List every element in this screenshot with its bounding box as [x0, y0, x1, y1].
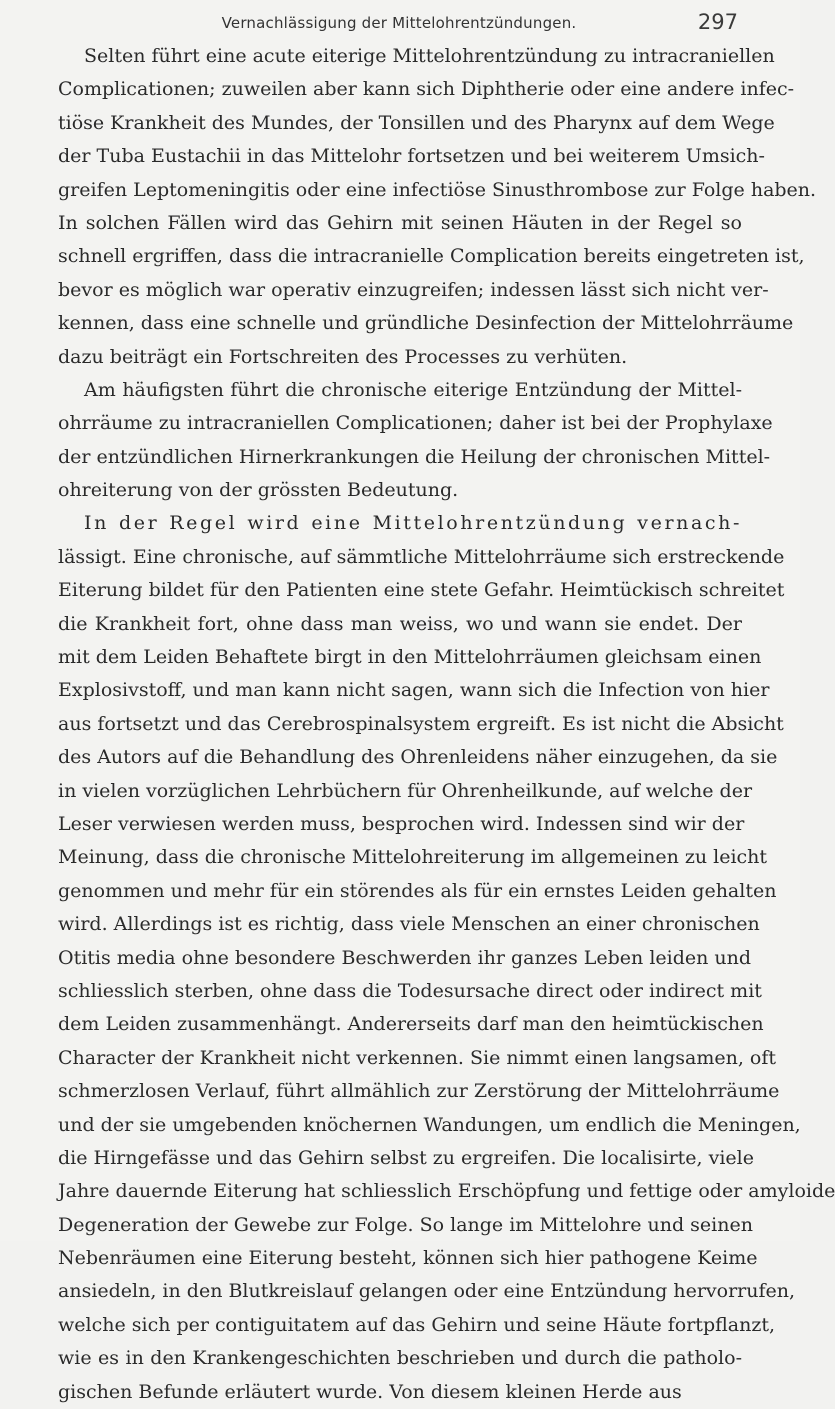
- text-line: dem Leiden zusammenhängt. Andererseits darf man den heimtückischen: [58, 1013, 764, 1036]
- text-line: die Hirngefässe und das Gehirn selbst zu ergreifen. Die localisirte, viele: [58, 1146, 754, 1169]
- text-line: Leser verwiesen werden muss, besprochen wird. Indessen sind wir der: [58, 812, 745, 835]
- text-line: schnell ergriffen, dass die intracranielle Complication bereits eingetreten ist,: [58, 245, 805, 268]
- text-line: Complicationen; zuweilen aber kann sich Diphtherie oder eine andere infec-: [58, 78, 795, 101]
- text-line: ohrräume zu intracraniellen Complicationen; daher ist bei der Prophylaxe: [58, 412, 773, 435]
- text-line: in vielen vorzüglichen Lehrbüchern für Ohrenheilkunde, auf welche der: [58, 779, 753, 802]
- text-line: greifen Leptomeningitis oder eine infectiöse Sinusthrombose zur Folge haben.: [58, 178, 817, 201]
- text-line: kennen, dass eine schnelle und gründliche Desinfection der Mittelohrräume: [58, 312, 794, 335]
- text-line: ohreiterung von der grössten Bedeutung.: [58, 479, 459, 502]
- text-line: Character der Krankheit nicht verkennen. Sie nimmt einen langsamen, oft: [58, 1046, 777, 1069]
- text-line: dazu beiträgt ein Fortschreiten des Processes zu verhüten.: [58, 345, 628, 368]
- running-title: Vernachlässigung der Mittelohrentzündungen.: [221, 14, 577, 32]
- text-line: des Autors auf die Behandlung des Ohrenleidens näher einzugehen, da sie: [58, 746, 778, 769]
- text-line: Degeneration der Gewebe zur Folge. So lange im Mittelohre und seinen: [58, 1213, 753, 1236]
- text-line: gischen Befunde erläutert wurde. Von diesem kleinen Herde aus: [58, 1380, 682, 1403]
- text-line: Nebenräumen eine Eiterung besteht, können sich hier pathogene Keime: [58, 1247, 758, 1270]
- text-line: mit dem Leiden Behaftete birgt in den Mittelohrräumen gleichsam einen: [58, 646, 762, 669]
- text-line: Explosivstoff, und man kann nicht sagen, wann sich die Infection von hier: [58, 679, 770, 702]
- text-line: lässigt. Eine chronische, auf sämmtliche Mittelohrräume sich erstreckende: [58, 545, 785, 568]
- text-line: wie es in den Krankengeschichten beschrieben und durch die patholo-: [58, 1347, 742, 1370]
- body-text: [58, 40, 835, 1409]
- text-line: Am häufigsten führt die chronische eiterige Entzündung der Mittel-: [84, 378, 742, 401]
- text-line: schliesslich sterben, ohne dass die Todesursache direct oder indirect mit: [58, 979, 762, 1002]
- text-line: der entzündlichen Hirnerkrankungen die Heilung der chronischen Mittel-: [58, 445, 771, 468]
- text-line: die Krankheit fort, ohne dass man weiss, wo und wann sie endet. Der: [58, 612, 742, 635]
- text-line: aus fortsetzt und das Cerebrospinalsystem ergreift. Es ist nicht die Absicht: [58, 712, 784, 735]
- text-line: Selten führt eine acute eiterige Mittelohrentzündung zu intracraniellen: [84, 45, 775, 67]
- text-line-emphasis: In der Regel wird eine Mittelohrentzündung vernach-: [84, 512, 742, 535]
- running-head: [60, 10, 738, 40]
- text-line: Jahre dauernde Eiterung hat schliesslich Erschöpfung und fettige oder amyloide: [58, 1180, 835, 1203]
- page-number: 297: [697, 10, 738, 34]
- text-line: tiöse Krankheit des Mundes, der Tonsillen und des Pharynx auf dem Wege: [58, 111, 775, 134]
- text-line: und der sie umgebenden knöchernen Wandungen, um endlich die Meningen,: [58, 1113, 801, 1136]
- text-line: wird. Allerdings ist es richtig, dass viele Menschen an einer chronischen: [58, 913, 760, 936]
- text-line: schmerzlosen Verlauf, führt allmählich zur Zerstörung der Mittelohrräume: [58, 1080, 780, 1103]
- text-line: der Tuba Eustachii in das Mittelohr fortsetzen und bei weiterem Umsich-: [58, 145, 765, 168]
- text-line: bevor es möglich war operativ einzugreifen; indessen lässt sich nicht ver-: [58, 278, 769, 301]
- text-line: Otitis media ohne besondere Beschwerden ihr ganzes Leben leiden und: [58, 946, 752, 969]
- text-line: genommen und mehr für ein störendes als für ein ernstes Leiden gehalten: [58, 879, 777, 902]
- text-line: welche sich per contiguitatem auf das Gehirn und seine Häute fortpflanzt,: [58, 1313, 776, 1336]
- text-line: Meinung, dass die chronische Mittelohreiterung im allgemeinen zu leicht: [58, 846, 768, 869]
- text-line: In solchen Fällen wird das Gehirn mit seinen Häuten in der Regel so: [58, 211, 742, 234]
- text-line: Eiterung bildet für den Patienten eine stete Gefahr. Heimtückisch schreitet: [58, 579, 785, 602]
- text-line: ansiedeln, in den Blutkreislauf gelangen oder eine Entzündung hervorrufen,: [58, 1280, 796, 1303]
